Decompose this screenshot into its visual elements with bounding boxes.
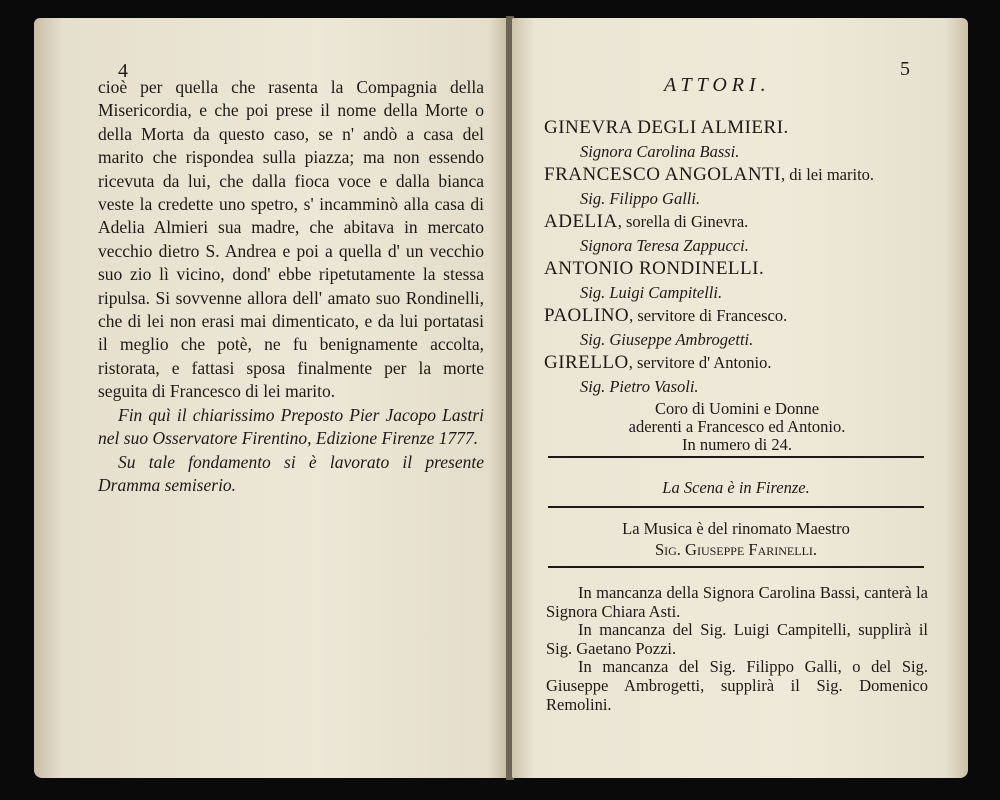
cast-title: ATTORI. xyxy=(664,74,771,96)
substitution-note: In mancanza della Signora Carolina Bassi, canterà la Signora Chiara Asti. xyxy=(546,583,928,621)
cast-list xyxy=(544,116,944,398)
divider-rule xyxy=(548,506,924,508)
cast-role: FRANCESCO ANGOLANTI xyxy=(544,164,781,185)
cast-entry xyxy=(544,163,944,210)
chorus-line: In numero di 24. xyxy=(682,435,792,454)
left-page xyxy=(34,18,508,778)
cast-role: ANTONIO RONDINELLI. xyxy=(544,258,765,279)
cast-singer: Sig. Luigi Campitelli. xyxy=(580,282,723,302)
cast-role: GINEVRA DEGLI ALMIERI. xyxy=(544,117,789,138)
chorus-line: aderenti a Francesco ed Antonio. xyxy=(628,417,846,436)
cast-role-desc: , servitore di Francesco. xyxy=(629,306,788,325)
cast-entry xyxy=(544,304,944,351)
paragraph-source: Fin quì il chiarissimo Preposto Pier Jacopo Lastri nel suo Osservatore Firentino, Edizione Firenze 1777. xyxy=(98,404,484,449)
cast-role-desc: , servitore d' Antonio. xyxy=(628,353,772,372)
cast-role-desc: , di lei marito. xyxy=(781,165,875,184)
left-page-body xyxy=(98,76,484,497)
divider-rule xyxy=(548,566,924,568)
music-credit-line: La Musica è del rinomato Maestro xyxy=(622,519,850,538)
right-page xyxy=(512,18,968,778)
cast-entry xyxy=(544,116,944,163)
cast-entry xyxy=(544,210,944,257)
paragraph-story: cioè per quella che rasenta la Compagnia della Misericordia, e che poi prese il nome della Morte o della Morta da questo caso, se n' andò a casa del marito che rispondea sulla piazza; ma non essendo ricevuta da lui, che dalla fioca voce e dalla bianca veste la credette uno spetro, s' incamminò alla casa di Adelia Almieri sua madre, che abitava in mercato vecchio dietro S. Andrea e poi a quella d' un vecchio suo zio lì vicino, dond' ebbe ripetutamente la stessa ripulsa. Si sovvenne allora dell' amato suo Rondinelli, che di lei non erasi mai dimenticato, e da lui portatasi il meglio che potè, ne fu benignamente accolta, ristorata, e fattasi sposa finalmente per la morte seguita di Francesco di lei marito. xyxy=(98,77,484,402)
cast-entry xyxy=(544,257,944,304)
page-number-right: 5 xyxy=(900,58,910,80)
cast-singer: Signora Carolina Bassi. xyxy=(580,141,740,161)
substitution-note: In mancanza del Sig. Filippo Galli, o del Sig. Giuseppe Ambrogetti, supplirà il Sig. Domenico Remolini. xyxy=(546,657,928,714)
divider-rule xyxy=(548,456,924,458)
music-credit xyxy=(548,518,924,560)
cast-role: ADELIA xyxy=(544,211,618,232)
cast-singer: Signora Teresa Zappucci. xyxy=(580,235,749,255)
substitution-note: In mancanza del Sig. Luigi Campitelli, supplirà il Sig. Gaetano Pozzi. xyxy=(546,620,928,658)
cast-singer: Sig. Filippo Galli. xyxy=(580,188,701,208)
paragraph-foundation: Su tale fondamento si è lavorato il presente Dramma semiserio. xyxy=(98,451,484,495)
chorus-line: Coro di Uomini e Donne xyxy=(654,399,820,418)
scene-setting: La Scena è in Firenze. xyxy=(662,478,810,497)
cast-singer: Sig. Pietro Vasoli. xyxy=(580,376,699,396)
chorus-note xyxy=(572,400,902,454)
cast-role: GIRELLO xyxy=(544,352,629,373)
cast-role-desc: , sorella di Ginevra. xyxy=(617,212,749,231)
cast-entry xyxy=(544,351,944,398)
substitution-notes xyxy=(546,584,928,714)
page-number-left: 4 xyxy=(118,60,128,82)
composer-name: Sig. Giuseppe Farinelli. xyxy=(654,540,818,559)
cast-role: PAOLINO xyxy=(544,305,630,326)
cast-singer: Sig. Giuseppe Ambrogetti. xyxy=(580,329,754,349)
